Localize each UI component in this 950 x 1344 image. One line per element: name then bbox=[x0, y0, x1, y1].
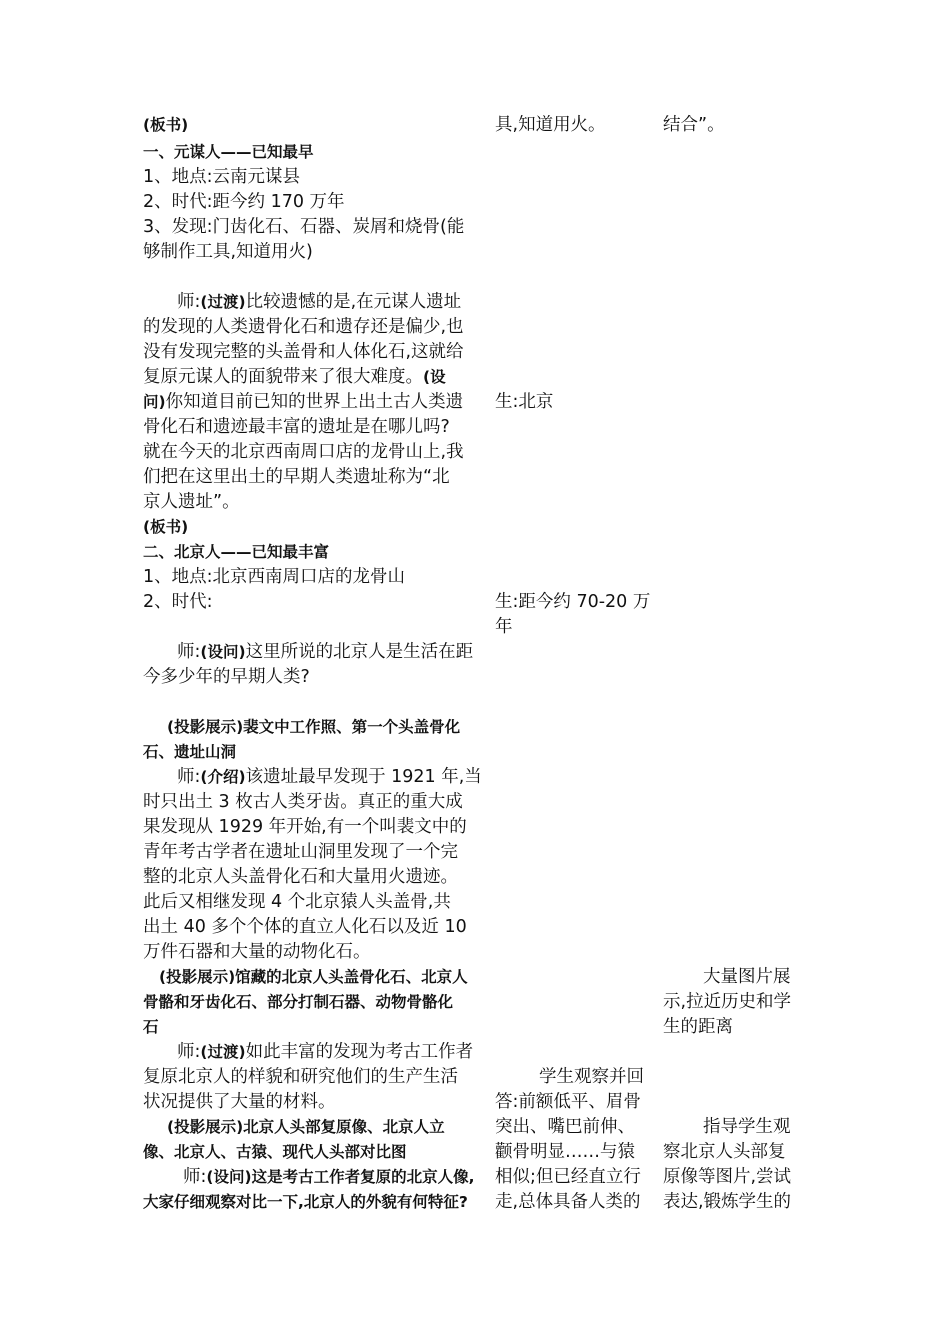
col1-line: 整的北京人头盖骨化石和大量用火遗迹。 bbox=[143, 867, 458, 887]
col1-line: (投影展示)北京人头部复原像、北京人立 bbox=[167, 1118, 445, 1136]
col3-line: 原像等图片,尝试 bbox=[663, 1167, 792, 1187]
col1-line: (板书) bbox=[143, 116, 189, 134]
col1-line: 万件石器和大量的动物化石。 bbox=[143, 942, 371, 962]
col1-line: 此后又相继发现 4 个北京猿人头盖骨,共 bbox=[143, 892, 451, 912]
col1-line: 2、时代: bbox=[143, 592, 213, 612]
col2-line: 生:北京 bbox=[495, 392, 554, 412]
col2-line: 突出、嘴巴前伸、 bbox=[495, 1117, 635, 1137]
col1-line: 骨骼和牙齿化石、部分打制石器、动物骨骼化 bbox=[143, 993, 454, 1011]
col1-line: 没有发现完整的头盖骨和人体化石,这就给 bbox=[143, 342, 464, 362]
col1-line: 师:(设问)这是考古工作者复原的北京人像, bbox=[183, 1167, 475, 1187]
col1-line: 师:(设问)这里所说的北京人是生活在距 bbox=[177, 642, 474, 662]
col1-line: (板书) bbox=[143, 518, 189, 536]
col1-line: 像、北京人、古猿、现代人头部对比图 bbox=[143, 1143, 407, 1161]
col1-line: 时只出土 3 枚古人类牙齿。真正的重大成 bbox=[143, 792, 463, 812]
col1-line: 骨化石和遗迹最丰富的遗址是在哪儿吗? bbox=[143, 417, 450, 437]
col2-line: 具,知道用火。 bbox=[495, 115, 606, 135]
col1-line: 们把在这里出土的早期人类遗址称为“北 bbox=[143, 467, 450, 487]
col1-line: 青年考古学者在遗址山洞里发现了一个完 bbox=[143, 842, 458, 862]
col1-line: 复原元谋人的面貌带来了很大难度。(设 bbox=[143, 367, 446, 387]
col1-line: (投影展示)裴文中工作照、第一个头盖骨化 bbox=[167, 718, 461, 736]
col1-line: 够制作工具,知道用火) bbox=[143, 242, 313, 262]
col1-line: 出土 40 多个个体的直立人化石以及近 10 bbox=[143, 917, 467, 937]
col1-line: 状况提供了大量的材料。 bbox=[143, 1092, 336, 1112]
col1-line: 师:(介绍)该遗址最早发现于 1921 年,当 bbox=[177, 767, 482, 787]
col3-line: 察北京人头部复 bbox=[663, 1142, 786, 1162]
col3-line: 表达,锻炼学生的 bbox=[663, 1192, 792, 1212]
col1-line: 1、地点:云南元谋县 bbox=[143, 167, 301, 187]
col1-line: 师:(过渡)如此丰富的发现为考古工作者 bbox=[177, 1042, 474, 1062]
col1-line: 京人遗址”。 bbox=[143, 492, 240, 512]
col2-line: 学生观察并回 bbox=[539, 1067, 644, 1087]
col2-line: 年 bbox=[495, 617, 513, 637]
col1-line: (投影展示)馆藏的北京人头盖骨化石、北京人 bbox=[159, 968, 468, 986]
col1-line: 果发现从 1929 年开始,有一个叫裴文中的 bbox=[143, 817, 467, 837]
col1-line: 石、遗址山洞 bbox=[143, 743, 237, 761]
col1-line: 的发现的人类遗骨化石和遗存还是偏少,也 bbox=[143, 317, 464, 337]
col1-line: 二、北京人——已知最丰富 bbox=[143, 543, 330, 561]
col1-line: 师:(过渡)比较遗憾的是,在元谋人遗址 bbox=[177, 292, 462, 312]
col2-line: 相似;但已经直立行 bbox=[495, 1167, 641, 1187]
col2-line: 走,总体具备人类的 bbox=[495, 1192, 641, 1212]
col2-line: 生:距今约 70-20 万 bbox=[495, 592, 651, 612]
col3-line: 大量图片展 bbox=[703, 967, 791, 987]
col3-line: 指导学生观 bbox=[703, 1117, 791, 1137]
col1-line: 石 bbox=[143, 1018, 159, 1036]
col1-line: 复原北京人的样貌和研究他们的生产生活 bbox=[143, 1067, 458, 1087]
col3-line: 示,拉近历史和学 bbox=[663, 992, 792, 1012]
col3-line: 结合”。 bbox=[663, 115, 725, 135]
col2-line: 颧骨明显……与猿 bbox=[495, 1142, 635, 1162]
col1-line: 就在今天的北京西南周口店的龙骨山上,我 bbox=[143, 442, 464, 462]
col1-line: 3、发现:门齿化石、石器、炭屑和烧骨(能 bbox=[143, 217, 465, 237]
col1-line: 1、地点:北京西南周口店的龙骨山 bbox=[143, 567, 406, 587]
col3-line: 生的距离 bbox=[663, 1017, 733, 1037]
col1-line: 大家仔细观察对比一下,北京人的外貌有何特征? bbox=[143, 1193, 468, 1211]
col1-line: 2、时代:距今约 170 万年 bbox=[143, 192, 345, 212]
col2-line: 答:前额低平、眉骨 bbox=[495, 1092, 641, 1112]
col1-line: 一、元谋人——已知最早 bbox=[143, 143, 314, 161]
col1-line: 今多少年的早期人类? bbox=[143, 667, 310, 687]
col1-line: 问)你知道目前已知的世界上出土古人类遗 bbox=[143, 392, 464, 412]
